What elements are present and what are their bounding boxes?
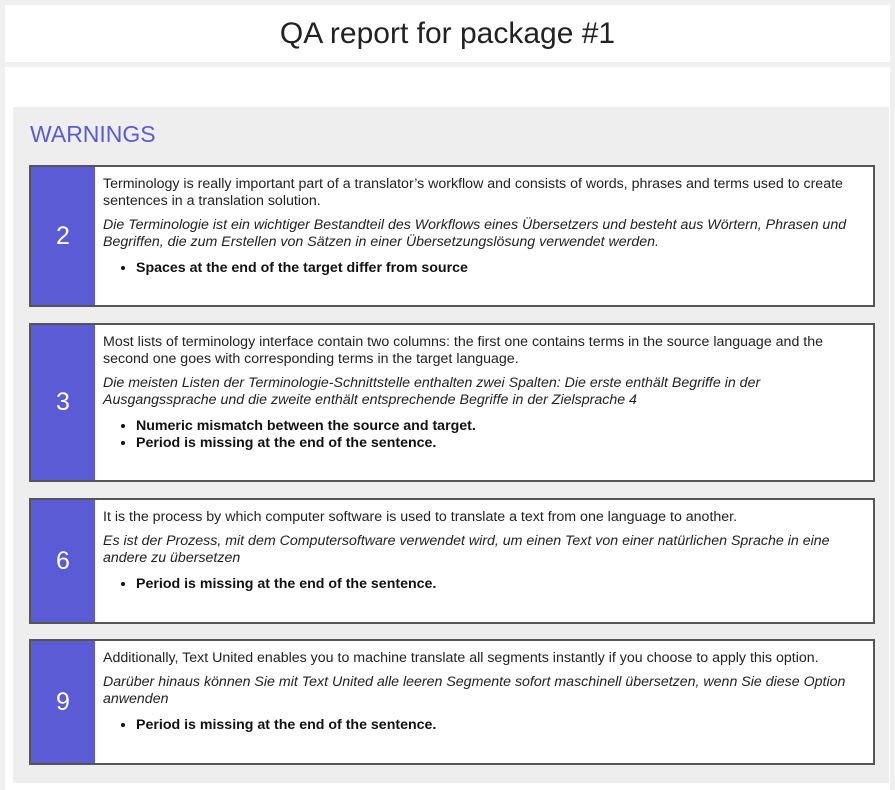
issue-list bbox=[103, 576, 863, 593]
warning-card bbox=[29, 639, 875, 765]
card-body bbox=[95, 167, 873, 305]
source-text: Most lists of terminology interface contain two columns: the first one contains terms in the source language and the second one goes with corresponding terms in the target language. bbox=[103, 334, 823, 367]
issue-list bbox=[103, 418, 863, 452]
source-text: Terminology is really important part of a translator’s workflow and consists of words, phrases and terms used to create sentences in a translation solution. bbox=[103, 176, 843, 209]
report-header bbox=[5, 5, 890, 62]
warning-card bbox=[29, 498, 875, 624]
target-text: Darüber hinaus können Sie mit Text United alle leeren Segmente sofort maschinell übersetzen, wenn Sie diese Option anwenden bbox=[103, 674, 846, 707]
card-body bbox=[95, 641, 873, 763]
issue-list bbox=[103, 717, 863, 734]
warning-card bbox=[29, 323, 875, 482]
card-body bbox=[95, 500, 873, 622]
issue-item: • Period is missing at the end of the sentence. bbox=[136, 576, 863, 593]
source-text: Additionally, Text United enables you to machine translate all segments instantly if you choose to apply this option. bbox=[103, 650, 819, 666]
segment-number: 6 bbox=[31, 500, 95, 622]
source-text: It is the process by which computer software is used to translate a text from one language to another. bbox=[103, 509, 738, 525]
page-title: QA report for package #1 bbox=[279, 16, 616, 50]
issue-item: • Period is missing at the end of the sentence. bbox=[136, 435, 863, 452]
section-title-warnings: WARNINGS bbox=[30, 121, 156, 147]
warning-card bbox=[29, 165, 875, 307]
issue-item: • Period is missing at the end of the sentence. bbox=[136, 717, 863, 734]
target-text: Die meisten Listen der Terminologie-Schnittstelle enthalten zwei Spalten: Die erste enthält Begriffe in der Ausgangssprache und die zweite enthält entsprechende Begriffe in der Zielsprache 4 bbox=[103, 375, 761, 408]
card-body bbox=[95, 325, 873, 480]
segment-number: 9 bbox=[31, 641, 95, 763]
segment-number: 2 bbox=[31, 167, 95, 305]
target-text: Die Terminologie ist ein wichtiger Bestandteil des Workflows eines Übersetzers und besteht aus Wörtern, Phrasen und Begriffen, die zum Erstellen von Sätzen in einer Übersetzungslösung verwendet werden. bbox=[103, 217, 847, 250]
target-text: Es ist der Prozess, mit dem Computersoftware verwendet wird, um einen Text von einer natürlichen Sprache in eine andere zu übersetzen bbox=[103, 533, 830, 566]
segment-number: 3 bbox=[31, 325, 95, 480]
issue-item: • Numeric mismatch between the source and target. bbox=[136, 418, 863, 435]
warnings-panel bbox=[13, 107, 889, 783]
issue-list bbox=[103, 260, 863, 277]
issue-item: • Spaces at the end of the target differ from source bbox=[136, 260, 863, 277]
